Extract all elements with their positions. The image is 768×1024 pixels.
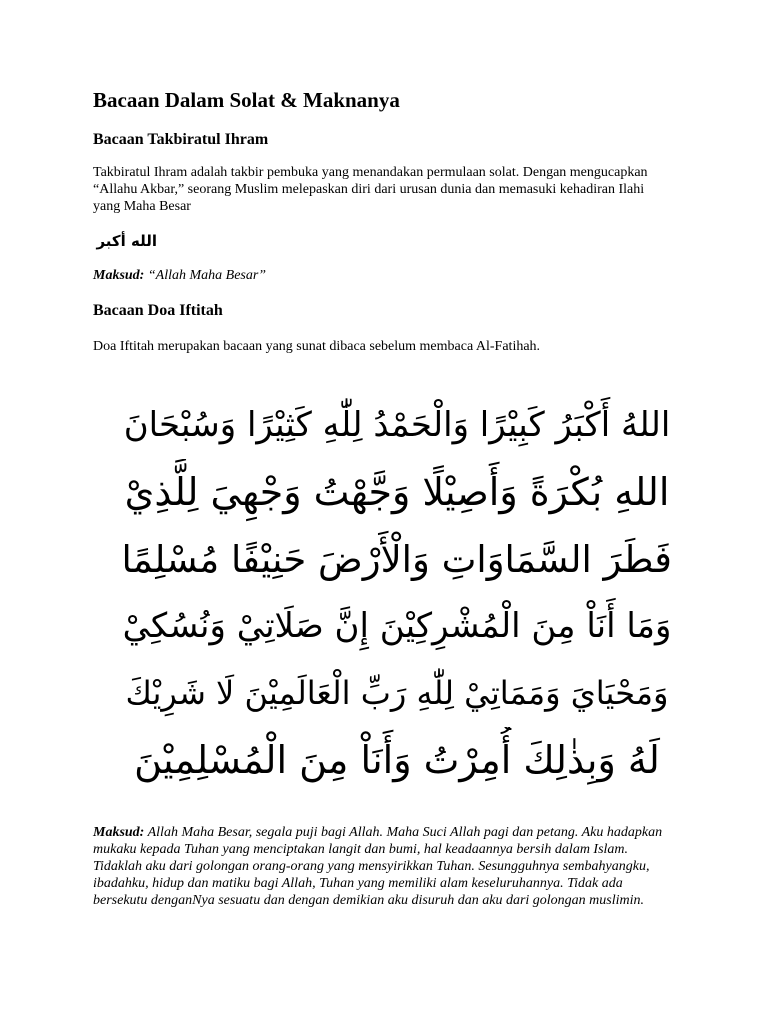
section-heading-takbiratul-ihram: Bacaan Takbiratul Ihram (93, 131, 269, 148)
arabic-line: وَمَحْيَايَ وَمَمَاتِيْ لِلّٰهِ رَبِّ الْعَالَمِيْنَ لَا شَرِيْكَ (125, 674, 669, 712)
arabic-line: لَهُ وَبِذٰلِكَ أُمِرْتُ وَأَنَاْ مِنَ الْمُسْلِمِيْنَ (134, 738, 660, 782)
arabic-line: اللهِ بُكْرَةً وَأَصِيْلًا وَجَّهْتُ وَجْهِيَ لِلَّذِيْ (124, 470, 670, 514)
arabic-line: اللهُ أَكْبَرُ كَبِيْرًا وَالْحَمْدُ لِلّٰهِ كَثِيْرًا وَسُبْحَانَ (123, 405, 671, 445)
arabic-line: وَمَا أَنَاْ مِنَ الْمُشْرِكِيْنَ إِنَّ صَلَاتِيْ وَنُسُكِيْ (122, 606, 672, 646)
section-heading-doa-iftitah: Bacaan Doa Iftitah (93, 302, 223, 319)
maksud-label: Maksud: (93, 268, 145, 283)
takbiratul-ihram-description: Takbiratul Ihram adalah takbir pembuka yang menandakan permulaan solat. Dengan mengucapkan “Allahu Akbar,” seorang Muslim melepaskan diri dari urusan dunia dan memasuki kehadiran Ilahi yang Maha Besar (93, 165, 648, 214)
takbir-arabic-text: الله أكبر (96, 232, 157, 250)
doa-iftitah-meaning (93, 824, 678, 909)
maksud-label: Maksud: (93, 825, 145, 840)
maksud-text: “Allah Maha Besar” (144, 268, 267, 283)
page-title: Bacaan Dalam Solat & Maknanya (93, 88, 400, 112)
doa-iftitah-arabic-text (122, 392, 672, 794)
doa-iftitah-description: Doa Iftitah merupakan bacaan yang sunat dibaca sebelum membaca Al-Fatihah. (93, 339, 541, 354)
maksud-text: Allah Maha Besar, segala puji bagi Allah. Maha Suci Allah pagi dan petang. Aku hadapkan mukaku kepada Tuhan yang menciptakan langit dan bumi, hal keadaannya bersih dalam Islam. Tidaklah aku dari golongan orang-orang yang mensyirikkan Tuhan. Sesungguhnya sembahyangku, ibadahku, hidup dan matiku bagi Allah, Tuhan yang memiliki alam keseluruhannya. Tidak ada bersekutu denganNya sesuatu dan dengan demikian aku disuruh dan aku dari golongan muslimin. (93, 825, 663, 908)
takbir-meaning (93, 267, 653, 284)
arabic-line: فَطَرَ السَّمَاوَاتِ وَالْأَرْضَ حَنِيْفًا مُسْلِمًا (122, 538, 672, 581)
